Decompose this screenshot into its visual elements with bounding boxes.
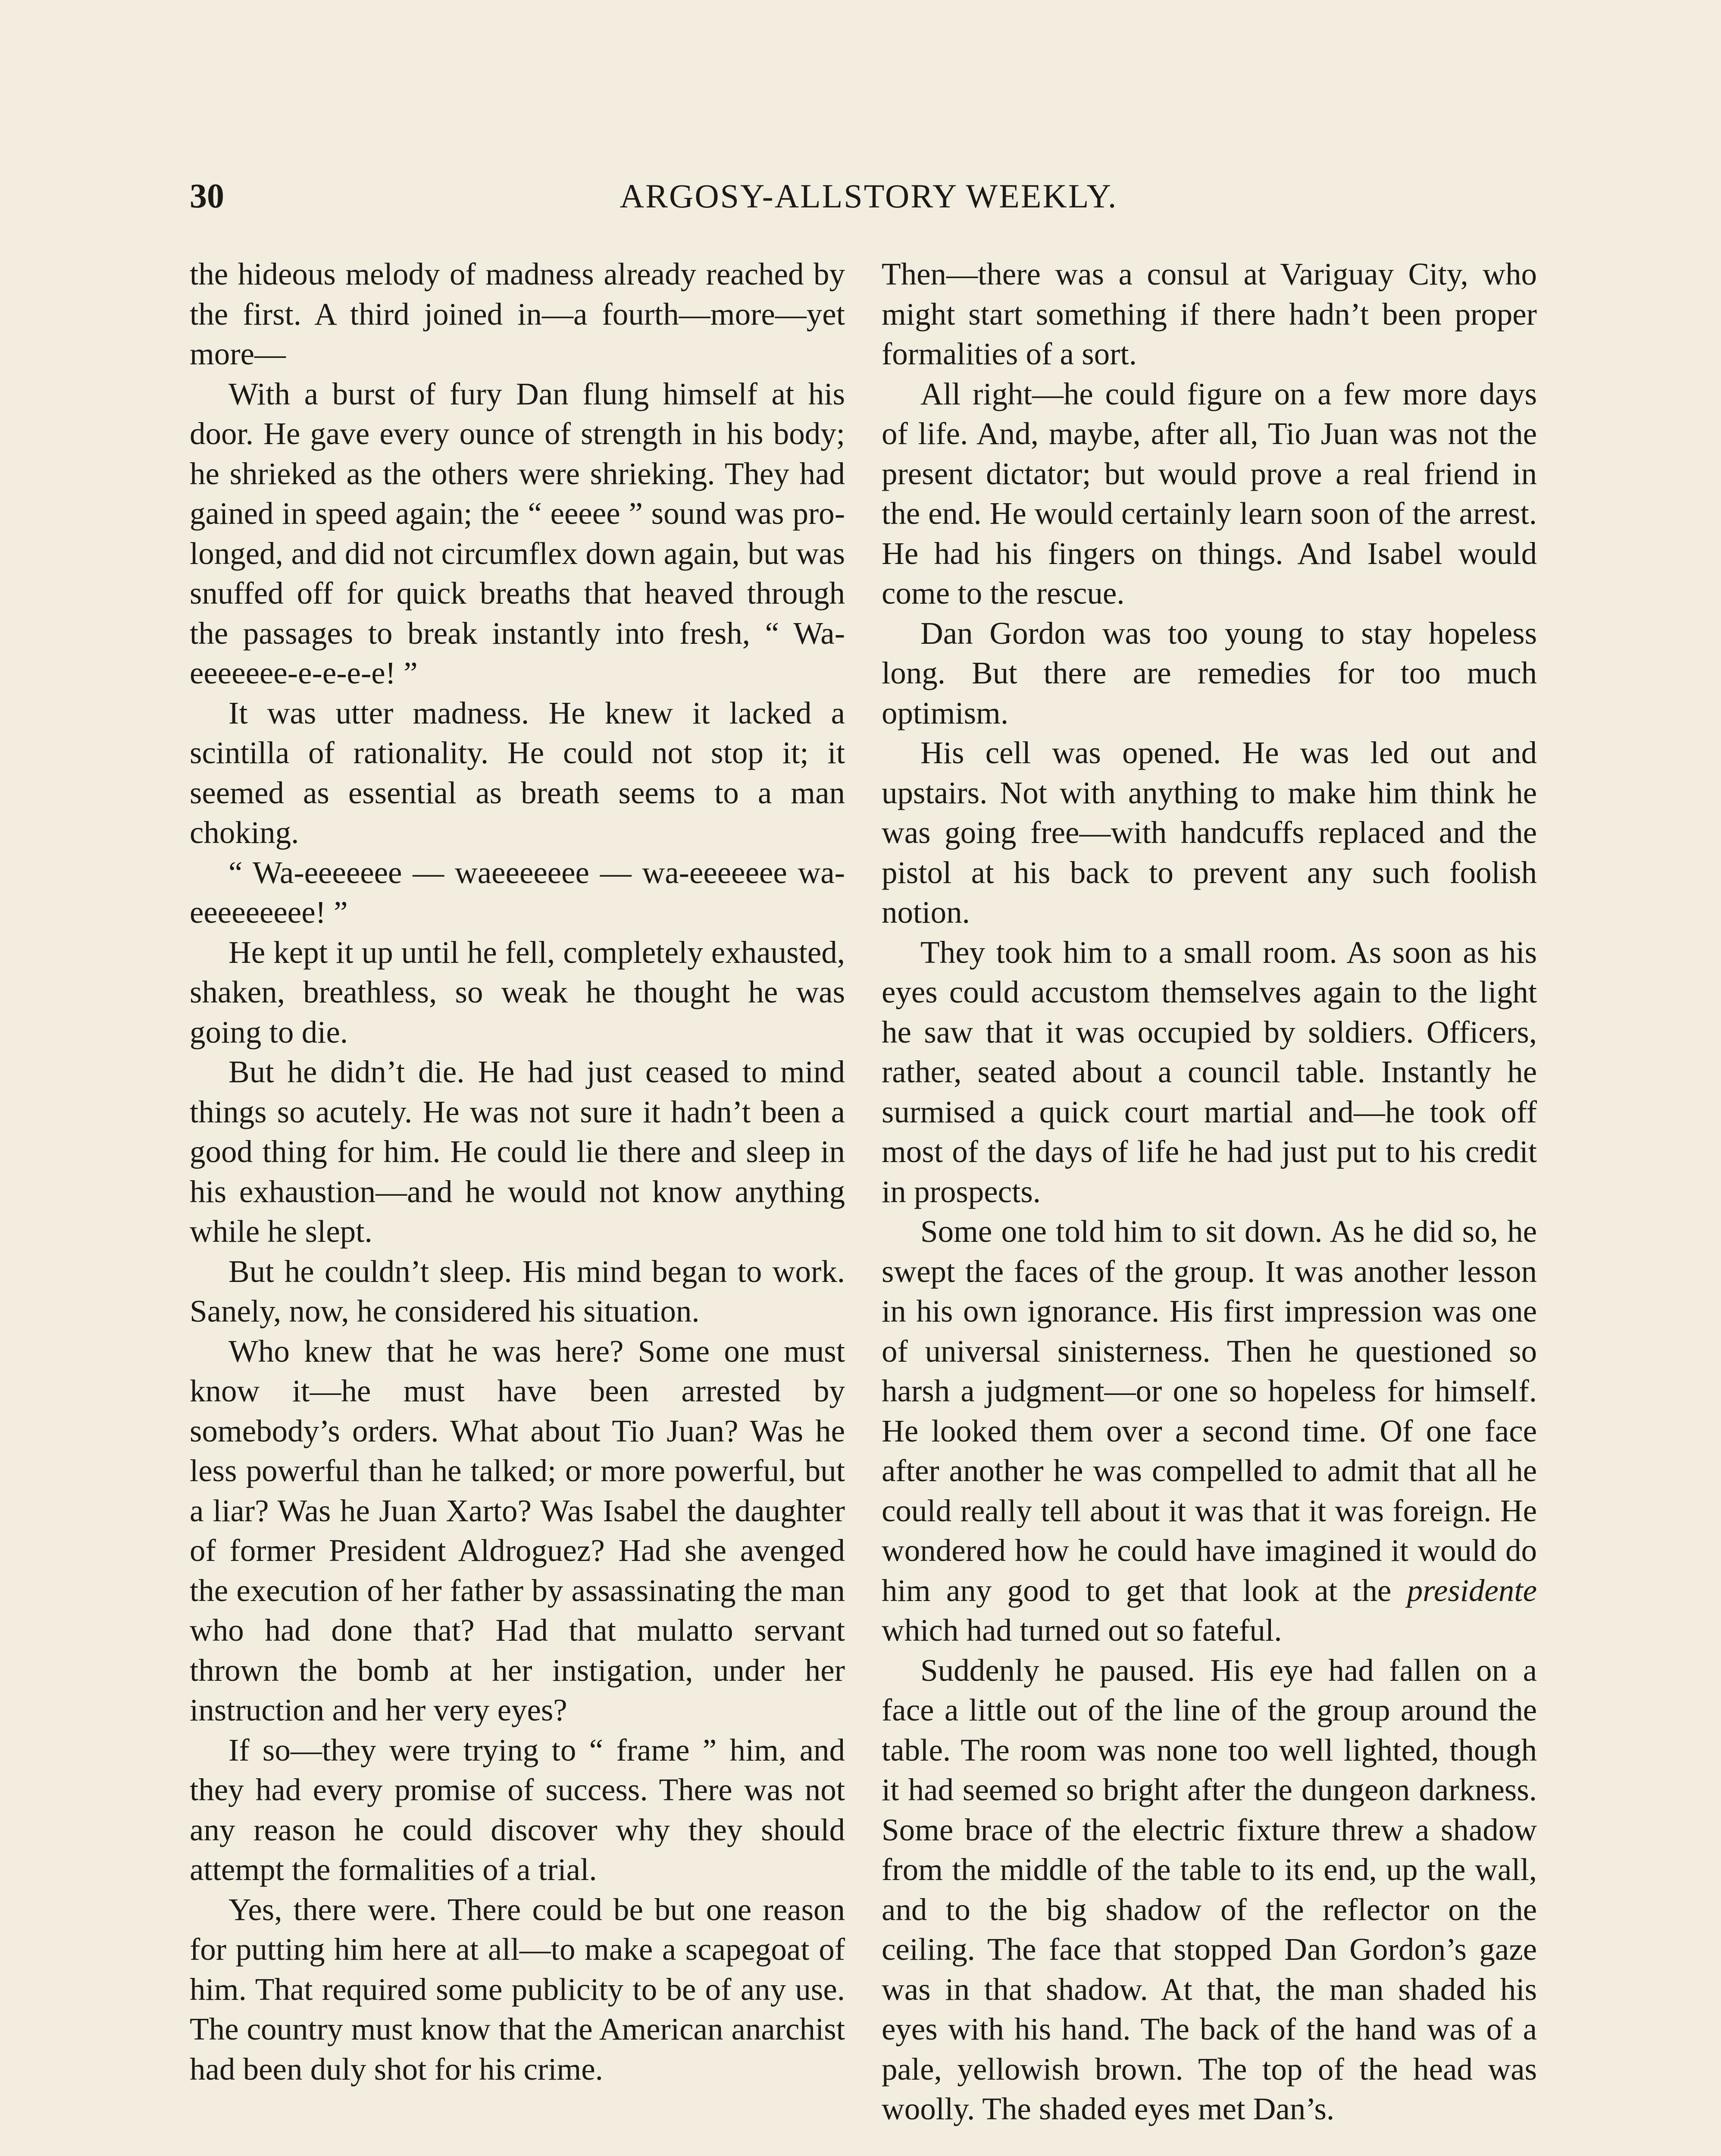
paragraph: Yes, there were. There could be but one reason for putting him here at all—to make a scapegoat of him. That required some publicity to be of any use. The country must know that the American anarchist had been duly shot for his crime.	[190, 1892, 845, 2087]
paragraph-with-italic	[882, 1212, 1537, 1651]
paragraph: With a burst of fury Dan flung himself at his door. He gave every ounce of strength in his body; he shrieked as the others were shrieking. They had gained in speed again; the “ eeeee ” sound was prolonged, and did not circumflex down again, but was snuffed off for quick breaths that heaved through the passages to break instantly into fresh, “ Wa-eeeeeee-e-e-e-e! ”	[190, 376, 845, 690]
paragraph: “ Wa-eeeeeee — waeeeeeee — wa-eeeeeee wa-eeeeeeeee! ”	[190, 855, 845, 930]
paragraph: They took him to a small room. As soon as his eyes could accustom themselves again to the light he saw that it was occupied by soldiers. Officers, rather, seated about a council table. Instantly he surmised a quick court martial and—he took off most of the days of life he had just put to his credit in prospects.	[882, 934, 1537, 1209]
paragraph: Dan Gordon was too young to stay hopeless long. But there are remedies for too much optimism.	[882, 615, 1537, 730]
paragraph: It was utter madness. He knew it lacked a scintilla of rationality. He could not stop it; it seemed as essential as breath seems to a man choking.	[190, 695, 845, 850]
paragraph: If so—they were trying to “ frame ” him, and they had every promise of success. There was not any reason he could discover why they should attempt the formalities of a trial.	[190, 1732, 845, 1887]
paragraph: He kept it up until he fell, completely exhausted, shaken, breathless, so weak he thought he was going to die.	[190, 934, 845, 1050]
paragraph: Suddenly he paused. His eye had fallen on a face a little out of the line of the group around the table. The room was none too well lighted, though it had seemed so bright after the dungeon darkness. Some brace of the electric fixture threw a shadow from the middle of the table to its end, up the wall, and to the big shadow of the reflector on the ceiling. The face that stopped Dan Gordon’s gaze was in that shadow. At that, the man shaded his eyes with his hand. The back of the hand was of a pale, yellowish brown. The top of the head was woolly. The shaded eyes met Dan’s.	[882, 1652, 1537, 2126]
right-column	[882, 254, 1537, 2129]
paragraph-text: Some one told him to sit down. As he did so, he swept the faces of the group. It was another lesson in his own ignorance. His first impression was one of universal sinisterness. Then he questioned so harsh a judgment—or one so hopeless for himself. He looked them over a second time. Of one face after another he was compelled to admit that all he could really tell about it was that it was foreign. He wondered how he could have imagined it would do him any good to get that look at the	[882, 1214, 1537, 1608]
paragraph: But he couldn’t sleep. His mind began to work. Sanely, now, he considered his situation.	[190, 1253, 845, 1329]
paragraph: But he didn’t die. He had just ceased to mind things so acutely. He was not sure it hadn’t been a good thing for him. He could lie there and sleep in his exhaustion—and he would not know anything while he slept.	[190, 1054, 845, 1249]
paragraph: His cell was opened. He was led out and upstairs. Not with anything to make him think he was going free—with handcuffs replaced and the pistol at his back to prevent any such foolish notion.	[882, 735, 1537, 930]
page-header	[190, 170, 1548, 231]
paragraph: the hideous melody of madness already reached by the first. A third joined in—a fourth—more—yet more—	[190, 257, 845, 371]
running-head: ARGOSY-ALLSTORY WEEKLY.	[620, 177, 1118, 215]
italic-word: presidente	[1407, 1573, 1537, 1608]
page-number: 30	[190, 177, 224, 215]
left-column	[190, 254, 845, 2089]
paragraph: Then—there was a consul at Variguay City, who might start something if there hadn’t been proper formalities of a sort.	[882, 257, 1537, 371]
paragraph: Who knew that he was here? Some one must know it—he must have been arrested by somebody’s orders. What about Tio Juan? Was he less powerful than he talked; or more powerful, but a liar? Was he Juan Xarto? Was Isabel the daughter of former President Aldroguez? Had she avenged the execution of her father by assassinating the man who had done that? Had that mulatto servant thrown the bomb at her instigation, under her instruction and her very eyes?	[190, 1333, 845, 1727]
paragraph: All right—he could figure on a few more days of life. And, maybe, after all, Tio Juan was not the present dictator; but would prove a real friend in the end. He would certainly learn soon of the arrest. He had his fingers on things. And Isabel would come to the rescue.	[882, 376, 1537, 611]
paragraph-text-end: which had turned out so fateful.	[882, 1613, 1282, 1648]
